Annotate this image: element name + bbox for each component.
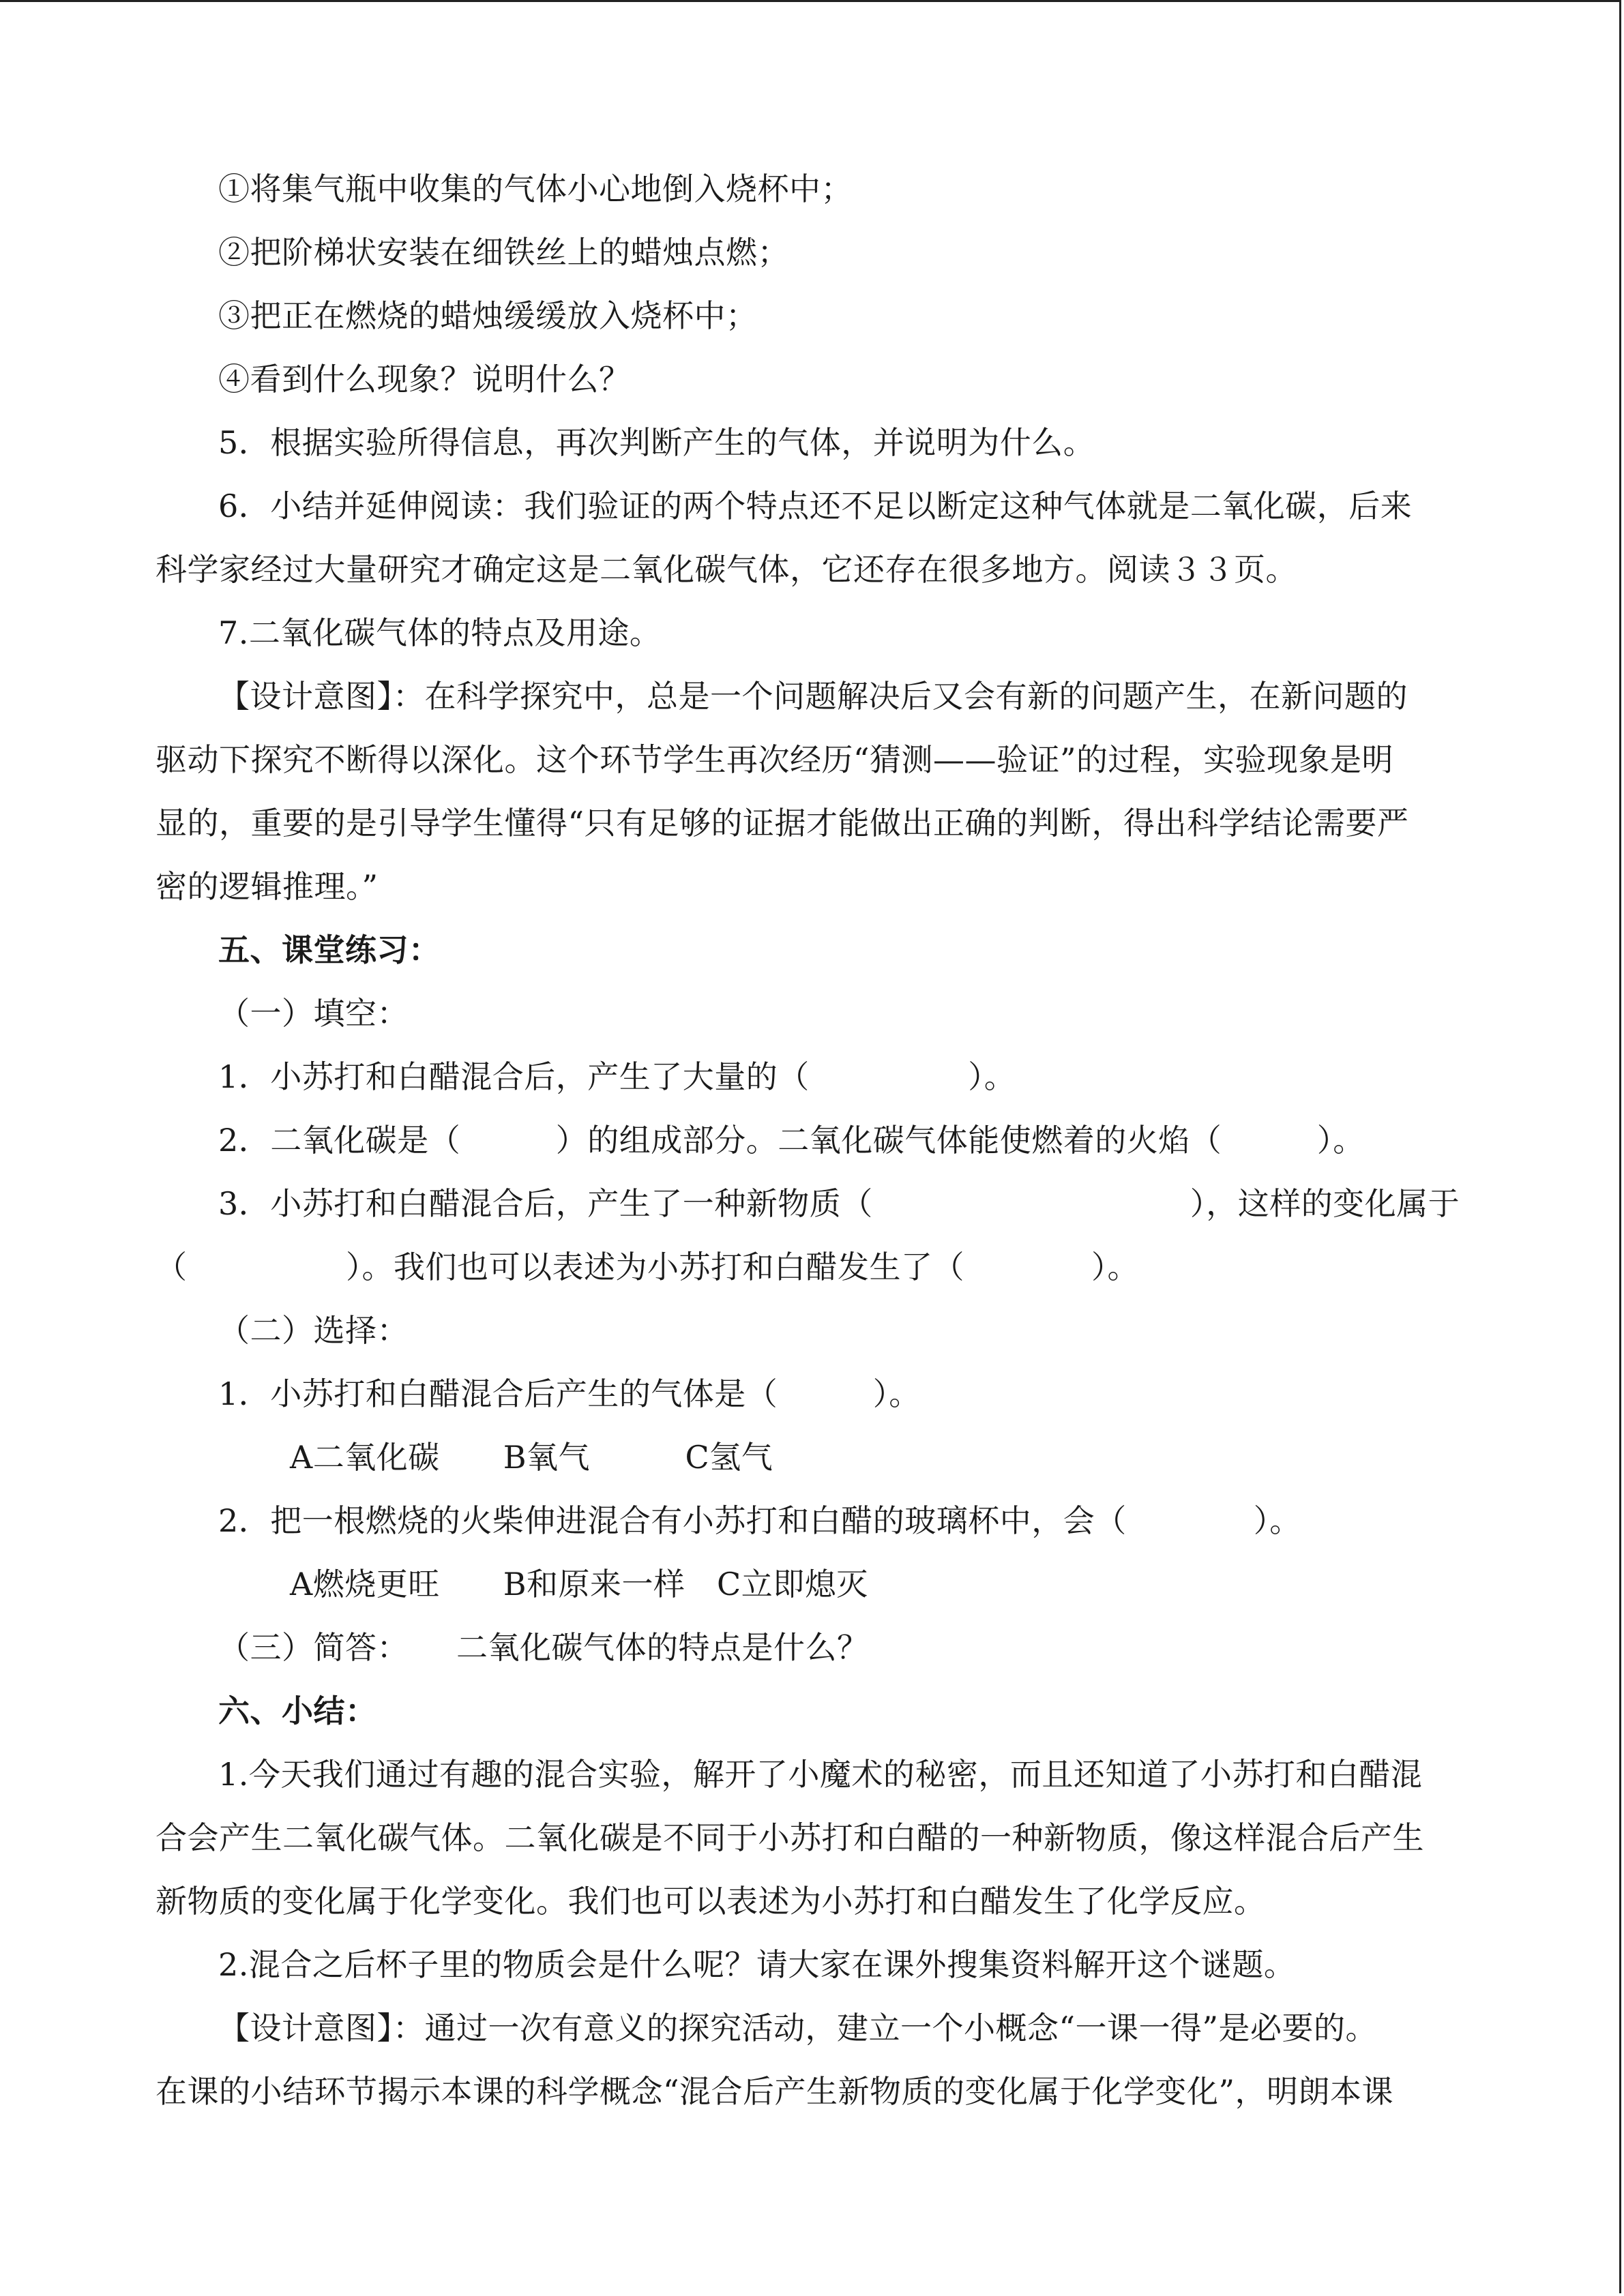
summary-2: 2.混合之后杯子里的物质会是什么呢？请大家在课外搜集资料解开这个谜题。 <box>218 1946 1296 1983</box>
subsection-choice: （二）选择： <box>218 1312 409 1349</box>
step-1: ①将集气瓶中收集的气体小心地倒入烧杯中； <box>218 170 853 207</box>
section-heading-summary: 六、小结： <box>218 1693 377 1729</box>
choice-question-2: 2．把一根燃烧的火柴伸进混合有小苏打和白醋的玻璃杯中，会（ ）。 <box>218 1502 1301 1539</box>
item-5: 5．根据实验所得信息，再次判断产生的气体，并说明为什么。 <box>218 424 1095 461</box>
subsection-fill-in: （一）填空： <box>218 995 409 1032</box>
summary-1-line-1: 1.今天我们通过有趣的混合实验，解开了小魔术的秘密，而且还知道了小苏打和白醋混 <box>218 1756 1423 1793</box>
choice-question-1: 1．小苏打和白醋混合后产生的气体是（ ）。 <box>218 1375 921 1412</box>
design-intent-1-line-1: 【设计意图】：在科学探究中，总是一个问题解决后又会有新的问题产生，在新问题的 <box>218 678 1408 715</box>
fill-question-1: 1．小苏打和白醋混合后，产生了大量的（ ）。 <box>218 1058 1016 1095</box>
summary-1-line-2: 合会产生二氧化碳气体。二氧化碳是不同于小苏打和白醋的一种新物质，像这样混合后产生 <box>156 1819 1424 1856</box>
step-2: ②把阶梯状安装在细铁丝上的蜡烛点燃； <box>218 234 789 271</box>
choice-question-1-options: A二氧化碳 B氧气 C氢气 <box>290 1439 773 1476</box>
item-6: 6．小结并延伸阅读：我们验证的两个特点还不足以断定这种气体就是二氧化碳，后来 <box>218 488 1413 524</box>
section-heading-exercises: 五、课堂练习： <box>218 931 441 968</box>
fill-question-3-cont: （ ）。我们也可以表述为小苏打和白醋发生了（ ）。 <box>156 1249 1139 1285</box>
choice-question-2-options: A燃烧更旺 B和原来一样 C立即熄灭 <box>290 1566 868 1602</box>
item-7: 7.二氧化碳气体的特点及用途。 <box>218 614 662 651</box>
fill-question-3: 3．小苏打和白醋混合后，产生了一种新物质（ ），这样的变化属于 <box>218 1185 1460 1222</box>
design-intent-1-line-2: 驱动下探究不断得以深化。这个环节学生再次经历“猜测——验证”的过程，实验现象是明 <box>156 741 1394 778</box>
item-6-cont: 科学家经过大量研究才确定这是二氧化碳气体，它还存在很多地方。阅读３３页。 <box>156 551 1297 588</box>
fill-question-2: 2．二氧化碳是（ ）的组成部分。二氧化碳气体能使燃着的火焰（ ）。 <box>218 1122 1365 1159</box>
design-intent-2-line-2: 在课的小结环节揭示本课的科学概念“混合后产生新物质的变化属于化学变化”，明朗本课 <box>156 2073 1394 2110</box>
design-intent-1-line-4: 密的逻辑推理。” <box>156 868 379 905</box>
design-intent-2-line-1: 【设计意图】：通过一次有意义的探究活动，建立一个小概念“一课一得”是必要的。 <box>218 2010 1378 2046</box>
subsection-short-answer: （三）简答： 二氧化碳气体的特点是什么？ <box>218 1629 869 1666</box>
summary-1-line-3: 新物质的变化属于化学变化。我们也可以表述为小苏打和白醋发生了化学反应。 <box>156 1883 1266 1920</box>
design-intent-1-line-3: 显的，重要的是引导学生懂得“只有足够的证据才能做出正确的判断，得出科学结论需要严 <box>156 805 1409 841</box>
step-3: ③把正在燃烧的蜡烛缓缓放入烧杯中； <box>218 297 758 334</box>
step-4: ④看到什么现象？说明什么？ <box>218 361 631 398</box>
